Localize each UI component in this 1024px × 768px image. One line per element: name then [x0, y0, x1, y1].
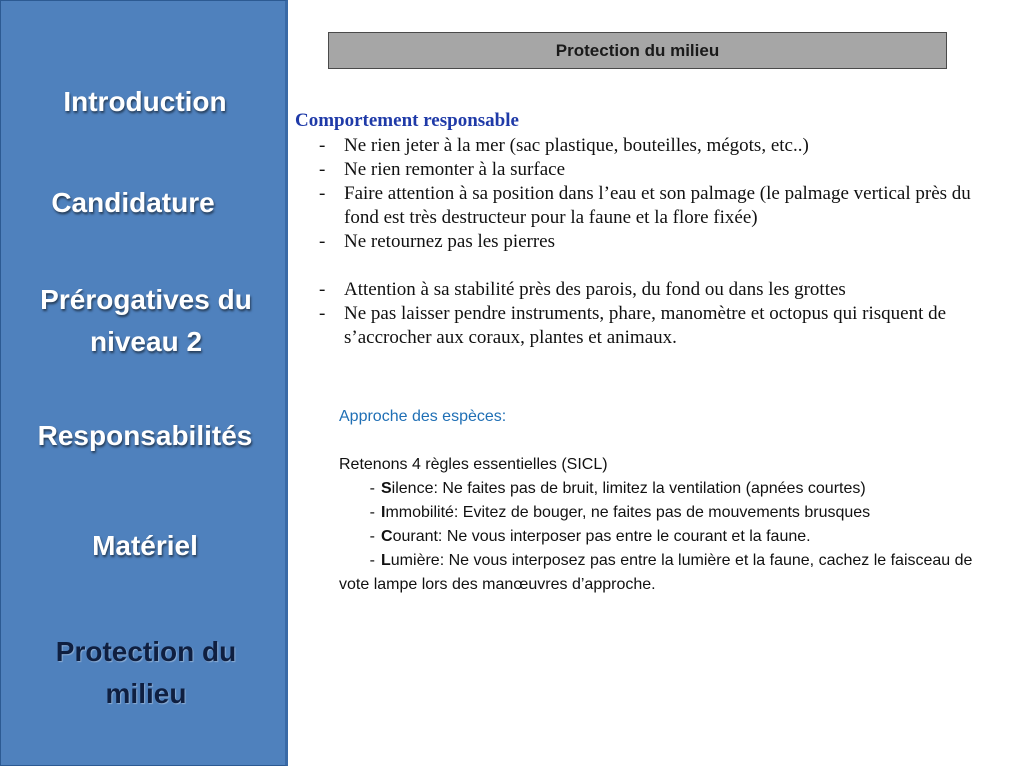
nav-item-candidature[interactable]: Candidature — [51, 187, 215, 218]
nav-item-materiel[interactable]: Matériel — [92, 530, 198, 561]
list-item — [295, 158, 995, 182]
rule-item — [339, 549, 979, 597]
bullet-text: Attention à sa stabilité près des parois, du fond ou dans les grottes — [344, 279, 846, 300]
bullet-text: Ne rien jeter à la mer (sac plastique, bouteilles, mégots, etc..) — [344, 135, 809, 156]
bullet-dash: - — [319, 303, 326, 324]
list-item — [295, 230, 995, 254]
rule-text: ilence: Ne faites pas de bruit, limitez la ventilation (apnées courtes) — [391, 480, 866, 497]
rule-text: umière: Ne vous interposez pas entre la lumière et la faune, cachez le faisceau de vote lampe lors des manœuvres d’approche. — [339, 552, 973, 593]
bullet-dash: - — [319, 183, 326, 204]
rule-dash: - — [369, 504, 375, 521]
nav-item-responsabilites[interactable]: Responsabilités — [37, 420, 253, 451]
rule-item — [339, 477, 979, 501]
bullet-text: Ne rien remonter à la surface — [344, 159, 566, 180]
list-item — [295, 182, 995, 230]
rule-text: mmobilité: Evitez de bouger, ne faites pas de mouvements brusques — [385, 504, 871, 521]
bullet-text: Ne retournez pas les pierres — [344, 231, 556, 252]
nav-item-prerogatives[interactable]: Prérogatives du niveau 2 — [40, 284, 252, 357]
bullet-dash: - — [319, 279, 326, 300]
list-item — [295, 302, 995, 350]
rule-letter: L — [381, 552, 391, 569]
rule-letter: S — [381, 480, 392, 497]
behavior-heading: Comportement responsable — [295, 110, 519, 131]
rule-item — [339, 525, 979, 549]
rule-item — [339, 501, 979, 525]
rule-dash: - — [369, 528, 375, 545]
spacer — [295, 254, 995, 278]
list-item — [295, 278, 995, 302]
sidebar-nav — [0, 0, 288, 766]
bullet-text: Ne pas laisser pendre instruments, phare, manomètre et octopus qui risquent de s’accrocher aux coraux, plantes et animaux. — [344, 303, 947, 348]
species-approach-section — [339, 405, 979, 597]
page-title: Protection du milieu — [555, 41, 720, 60]
bullet-dash: - — [319, 135, 326, 156]
spacer — [339, 429, 979, 453]
list-item — [295, 134, 995, 158]
nav-item-protection-du-milieu[interactable]: Protection du milieu — [55, 636, 237, 709]
rule-letter: I — [381, 504, 386, 521]
species-intro: Retenons 4 règles essentielles (SICL) — [339, 456, 608, 473]
bullet-dash: - — [319, 159, 326, 180]
species-heading: Approche des espèces: — [339, 408, 507, 425]
rule-dash: - — [369, 552, 375, 569]
nav-item-introduction[interactable]: Introduction — [63, 86, 227, 117]
bullet-dash: - — [319, 231, 326, 252]
rule-letter: C — [381, 528, 393, 545]
header-bar — [328, 32, 947, 69]
rule-text: ourant: Ne vous interposer pas entre le courant et la faune. — [392, 528, 811, 545]
rule-dash: - — [369, 480, 375, 497]
responsible-behavior-section — [295, 110, 995, 350]
bullet-text: Faire attention à sa position dans l’eau et son palmage (le palmage vertical près du fond est très destructeur pour la faune et la flore fixée) — [344, 183, 971, 228]
